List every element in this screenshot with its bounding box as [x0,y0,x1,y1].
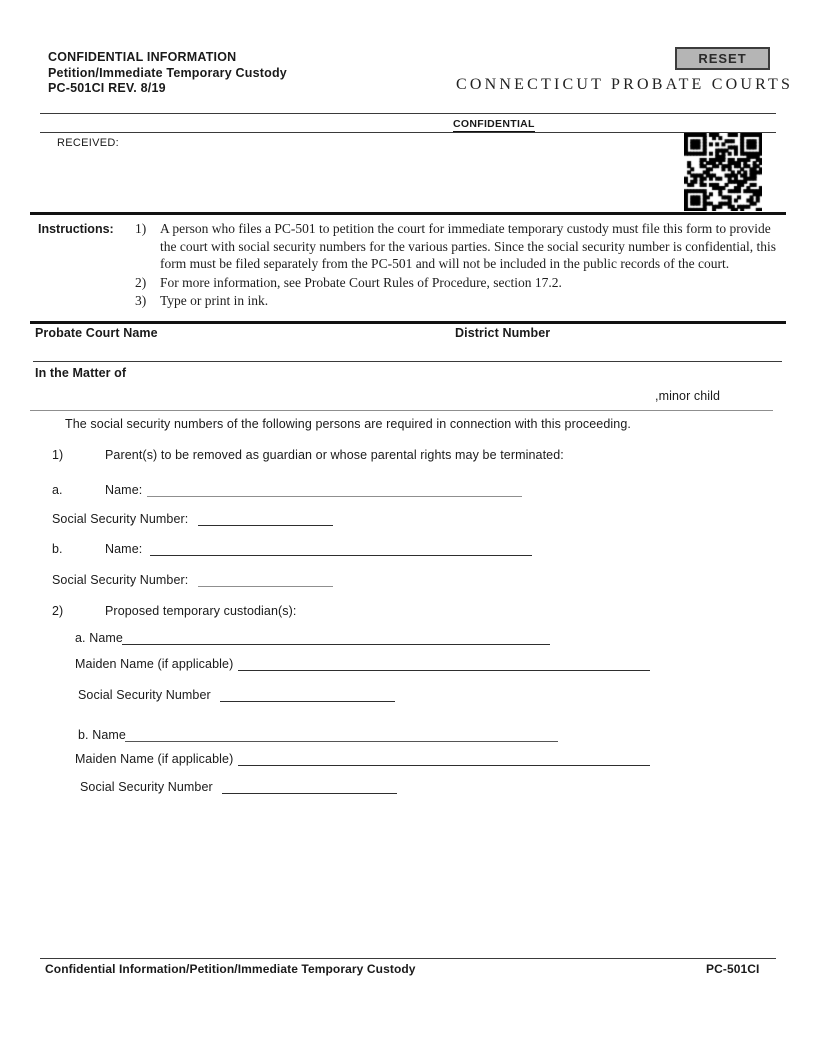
rule-court-row [33,361,782,362]
form-revision: PC-501CI REV. 8/19 [48,81,166,95]
form-title: CONFIDENTIAL INFORMATION [48,50,237,64]
rule-top [40,113,776,114]
section2-b-maiden-field[interactable] [238,752,650,766]
rule-matter-bottom [30,410,773,411]
section2-a-ssn-field[interactable] [220,688,395,702]
section1-title: Parent(s) to be removed as guardian or whose parental rights may be terminated: [105,448,564,462]
section1-a-name-label: Name: [105,483,143,497]
matter-name-field[interactable] [140,366,640,384]
qr-code [684,133,762,211]
section2-a-ssn-label: Social Security Number [78,688,211,702]
court-title: CONNECTICUT PROBATE COURTS [456,76,794,93]
section1-b-ssn-label: Social Security Number: [52,573,189,587]
rule-received-bottom [30,212,786,215]
instruction-number: 1) [135,221,147,236]
instruction-number: 2) [135,274,147,290]
section1-item-a-label: a. [52,483,63,497]
probate-court-name-field[interactable] [35,340,435,358]
section2-a-name-field[interactable] [122,631,550,645]
section2-b-maiden-label: Maiden Name (if applicable) [75,752,234,766]
instruction-number: 3) [135,293,147,308]
section2-a-maiden-field[interactable] [238,657,650,671]
minor-child-label: ,minor child [655,389,721,403]
rule-instructions-bottom [30,321,786,324]
in-the-matter-of-label: In the Matter of [35,366,127,380]
received-label: RECEIVED: [57,137,119,149]
instruction-item [135,220,780,273]
form-header [48,50,287,97]
instructions-label: Instructions: [38,222,114,236]
section2-b-name-label: b. Name [78,728,126,742]
section2-a-name-label: a. Name [75,631,123,645]
section1-b-name-label: Name: [105,542,143,556]
district-number-field[interactable] [455,340,655,358]
reset-button[interactable]: RESET [675,47,770,70]
section2-b-ssn-field[interactable] [222,780,397,794]
section2-b-ssn-label: Social Security Number [80,780,213,794]
section2-title: Proposed temporary custodian(s): [105,604,297,618]
section2-number: 2) [52,604,64,618]
district-number-label: District Number [455,326,551,340]
section1-b-ssn-field[interactable] [198,573,333,587]
section1-b-name-field[interactable] [150,542,532,556]
probate-court-name-label: Probate Court Name [35,326,158,340]
section1-a-name-field[interactable] [147,483,522,497]
rule-under-confidential [40,132,776,133]
section2-b-name-field[interactable] [125,728,558,742]
section1-number: 1) [52,448,64,462]
section1-a-ssn-field[interactable] [198,512,333,526]
section1-a-ssn-label: Social Security Number: [52,512,189,526]
instructions-list [135,220,780,311]
footer-form-number: PC-501CI [706,962,760,976]
instruction-text: For more information, see Probate Court Rules of Procedure, section 17.2. [160,274,562,290]
instruction-item [135,274,780,292]
section2-a-maiden-label: Maiden Name (if applicable) [75,657,234,671]
rule-footer [40,958,776,959]
instruction-text: Type or print in ink. [160,293,269,308]
intro-text: The social security numbers of the following persons are required in connection with this proceeding. [65,417,631,431]
confidential-banner: CONFIDENTIAL [453,118,535,133]
footer-title: Confidential Information/Petition/Immediate Temporary Custody [45,962,416,976]
form-subtitle: Petition/Immediate Temporary Custody [48,65,287,80]
instruction-item [135,292,780,310]
instruction-text: A person who files a PC-501 to petition the court for immediate temporary custody must file this form to provide the court with social security numbers for the various parties. Since the social security number is confidential, this form must be filed separately from the PC-501 and will not be included in the public records of the court. [160,221,776,271]
section1-item-b-label: b. [52,542,63,556]
